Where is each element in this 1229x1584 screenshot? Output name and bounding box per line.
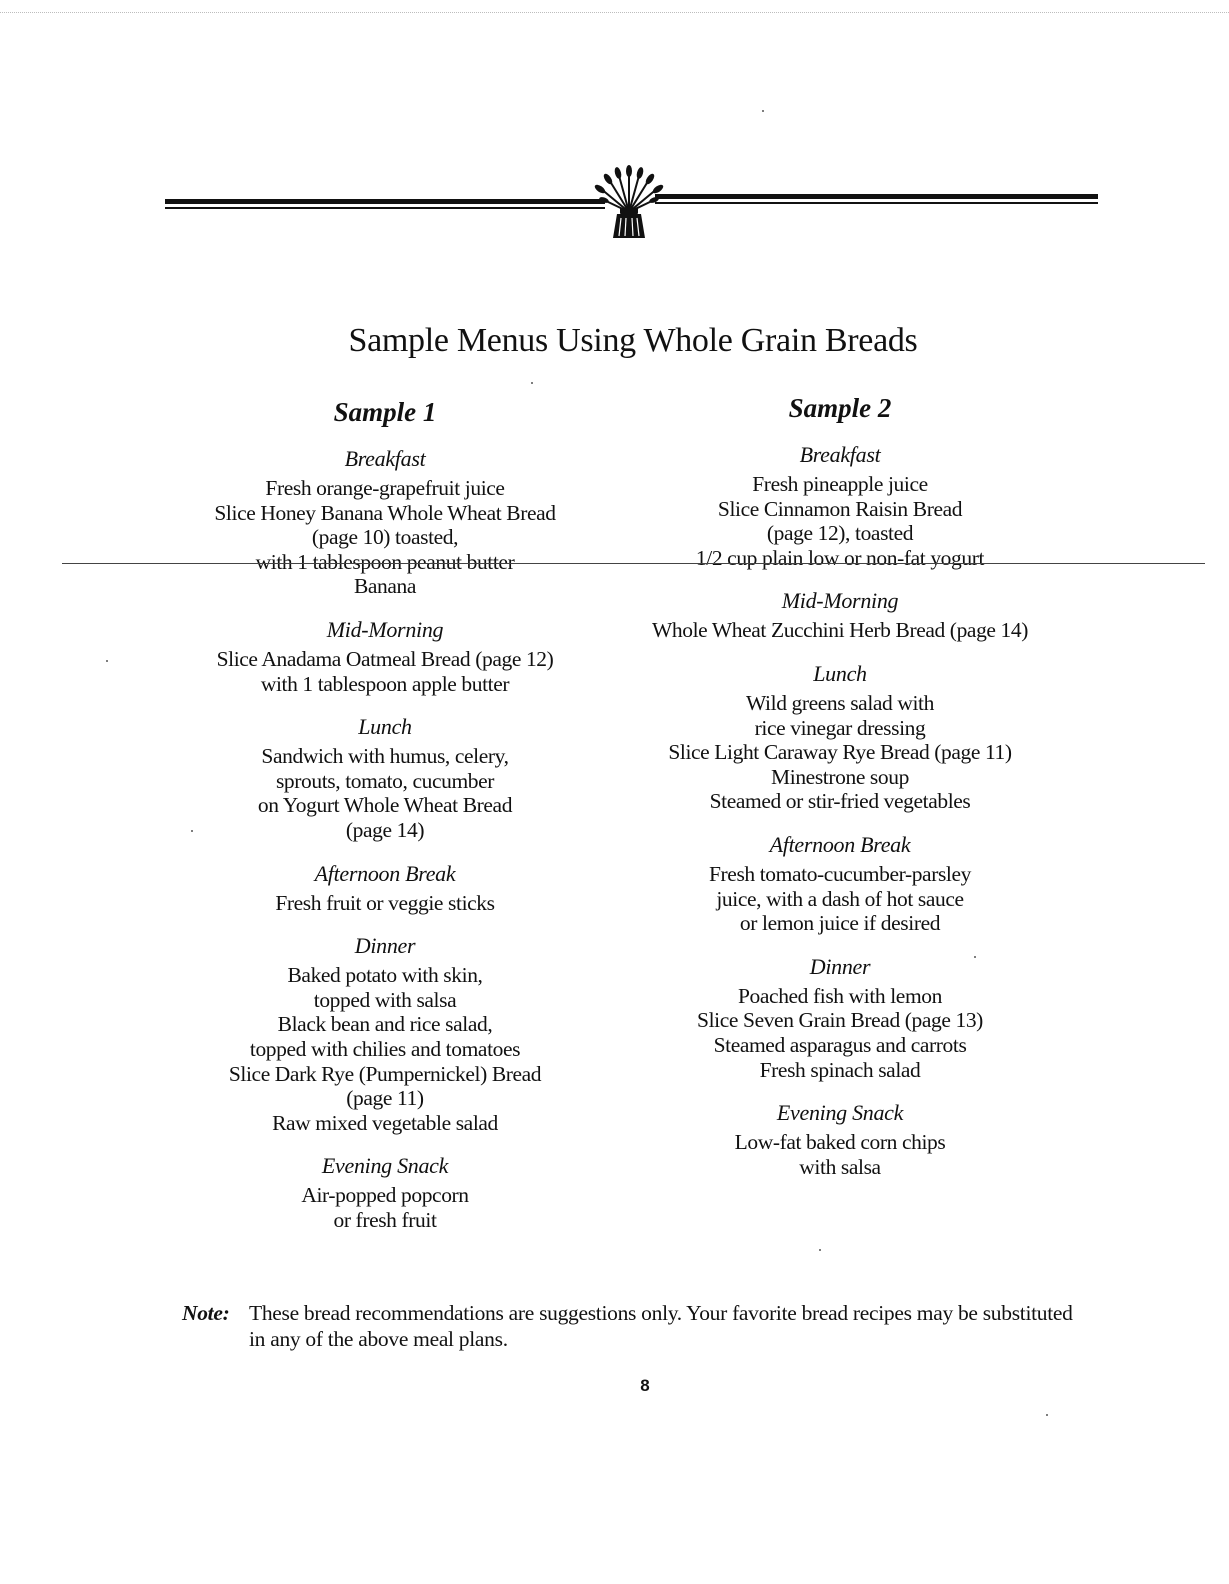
scan-speck [531,382,533,384]
menu-line: Sandwich with humus, celery, [261,744,509,769]
menu-line: with salsa [799,1154,881,1179]
sample-heading: Sample 1 [333,397,437,427]
header-rule-left-thin [165,207,605,209]
menu-line: 1/2 cup plain low or non-fat yogurt [695,545,985,570]
menu-line: with 1 tablespoon peanut butter [255,549,515,574]
menu-line: Slice Dark Rye (Pumpernickel) Bread [228,1061,542,1086]
menu-line: or lemon juice if desired [739,911,941,936]
menu-line: Steamed asparagus and carrots [713,1032,967,1057]
menu-line: Baked potato with skin, [287,963,483,988]
scan-edge-line [0,12,1229,13]
scan-crease-line-right [620,563,1205,564]
meal-lunch [160,714,610,842]
meal-mid-morning [610,588,1070,643]
menu-line: Low-fat baked corn chips [734,1130,946,1155]
menu-line: rice vinegar dressing [754,715,926,740]
note-text: These bread recommendations are suggestions only. Your favorite bread recipes may be substituted in any of the above meal plans. [249,1301,1073,1351]
meal-afternoon-break [160,861,610,916]
meal-breakfast [160,446,610,599]
meal-lunch [610,661,1070,814]
meal-title: Evening Snack [321,1153,449,1179]
sample-heading: Sample 2 [788,393,892,423]
meal-title: Breakfast [344,446,426,471]
meal-dinner [610,954,1070,1082]
meal-title: Mid-Morning [781,588,899,614]
menu-line: Banana [353,574,417,599]
scan-speck [819,1249,821,1251]
scan-speck [762,110,764,112]
header-rule-left-thick [165,199,605,204]
header-rule-right-thin [655,202,1098,204]
meal-title: Dinner [354,933,416,959]
meal-title: Afternoon Break [769,831,911,857]
meal-mid-morning [160,617,610,696]
sample-2-column [610,393,1070,1197]
menu-line: topped with chilies and tomatoes [249,1036,521,1061]
menu-line: Wild greens salad with [746,690,934,715]
menu-line: Fresh orange-grapefruit juice [265,476,505,500]
meal-title: Lunch [813,660,867,686]
menu-line: Slice Cinnamon Raisin Bread [717,496,963,521]
scan-speck [191,830,193,832]
menu-line: Slice Light Caraway Rye Bread (page 11) [668,740,1012,765]
page-title: Sample Menus Using Whole Grain Breads [348,322,918,359]
menu-line: Fresh pineapple juice [752,472,928,496]
menu-line: Raw mixed vegetable salad [272,1110,498,1135]
note-label: Note: [182,1301,230,1325]
menu-line: Fresh spinach salad [759,1057,921,1082]
menu-line: Fresh tomato-cucumber-parsley [708,861,971,886]
menu-line: (page 10) toasted, [311,525,459,550]
note-block [182,1300,1082,1352]
scan-crease-line-left [62,563,622,564]
scan-speck [974,956,976,958]
wheat-sheaf-icon [590,162,668,240]
scan-speck [1046,1414,1048,1416]
menu-line: Slice Seven Grain Bread (page 13) [697,1008,983,1033]
meal-title: Dinner [809,953,871,979]
meal-dinner [160,933,610,1135]
menu-line: Minestrone soup [771,764,909,789]
meal-title: Mid-Morning [326,616,444,642]
sample-1-column [160,397,610,1250]
menu-line: juice, with a dash of hot sauce [716,886,964,911]
meal-evening-snack [160,1153,610,1232]
meal-evening-snack [610,1100,1070,1179]
menu-line: Slice Anadama Oatmeal Bread (page 12) [216,646,554,671]
meal-title: Breakfast [799,442,881,467]
meal-afternoon-break [610,832,1070,936]
menu-line: on Yogurt Whole Wheat Bread [257,793,513,818]
meal-title: Evening Snack [776,1100,904,1126]
menu-line: (page 14) [345,817,425,842]
menu-line: (page 11) [346,1086,424,1111]
header-rule-right-thick [655,194,1098,199]
menu-line: Poached fish with lemon [738,983,942,1008]
menu-line: Fresh fruit or veggie sticks [275,890,495,915]
menu-line: (page 12), toasted [766,521,914,546]
menu-line: with 1 tablespoon apple butter [260,671,510,696]
meal-breakfast [610,442,1070,570]
meal-title: Lunch [358,714,412,740]
scan-speck [106,660,108,662]
page-number: 8 [640,1376,650,1395]
menu-line: sprouts, tomato, cucumber [275,768,495,793]
menu-line: Black bean and rice salad, [277,1012,493,1037]
menu-line: Air-popped popcorn [301,1183,469,1208]
meal-title: Afternoon Break [314,860,456,886]
menu-line: or fresh fruit [333,1207,437,1232]
menu-line: topped with salsa [313,987,457,1012]
menu-line: Steamed or stir-fried vegetables [709,789,971,814]
menu-line: Slice Honey Banana Whole Wheat Bread [214,500,556,525]
menu-line: Whole Wheat Zucchini Herb Bread (page 14) [651,618,1028,643]
